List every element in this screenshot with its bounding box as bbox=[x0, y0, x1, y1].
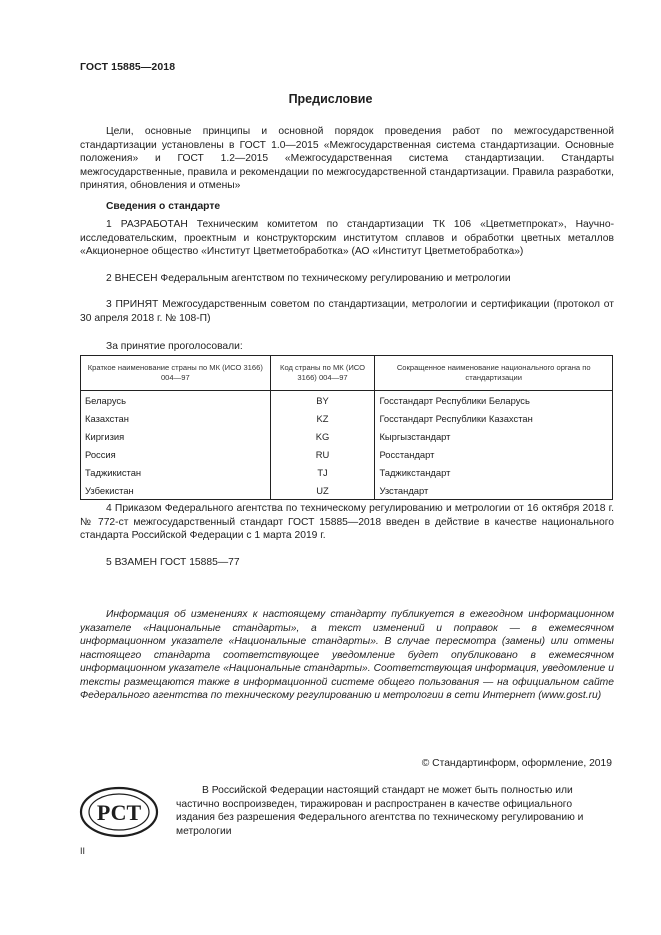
header-standards-body: Сокращенное наименование национального органа по стандартизации bbox=[375, 356, 613, 391]
cell-code: UZ bbox=[270, 481, 375, 500]
copyright-line: © Стандартинформ, оформление, 2019 bbox=[421, 758, 612, 769]
change-info-paragraph: Информация об изменениях к настоящему стандарту публикуется в ежегодном информационном указателе «Национальные стандарты», а текст изменений и поправок — в ежемесячном информационном указателе «Национальные стандарты». В случае пересмотра (замены) или отмены настоящего стандарта соответствующее уведомление будет опубликовано в ежемесячном информационном указателе «Национальные стандарты». Соответствующая информация, уведомление и тексты размещаются также в информационной системе общего пользования — на официальном сайте Федерального агентства по техническому регулированию и метрологии в сети Интернет (www.gost.ru) bbox=[80, 609, 614, 701]
cell-code: TJ bbox=[270, 463, 375, 481]
header-country-code: Код страны по МК (ИСО 3166) 004—97 bbox=[270, 356, 375, 391]
svg-text:РСТ: РСТ bbox=[96, 800, 142, 825]
vote-label: За принятие проголосовали: bbox=[106, 341, 243, 352]
legal-notice: В Российской Федерации настоящий стандарт не может быть полностью или частично воспроизведен, тиражирован и распространен в качестве официального издания без разрешения Федерального агентства по техническому регулированию и метрологии bbox=[176, 785, 584, 837]
cell-country: Беларусь bbox=[81, 391, 271, 410]
cell-country: Узбекистан bbox=[81, 481, 271, 500]
table-row bbox=[81, 481, 613, 500]
table-header-row bbox=[81, 356, 613, 391]
item-enacted: 4 Приказом Федерального агентства по техническому регулированию и метрологии от 16 октября 2018 г. № 772-ст межгосударственный стандарт ГОСТ 15885—2018 введен в действие в качестве национального стандарта Российской Федерации с 1 марта 2019 г. bbox=[80, 503, 614, 541]
table-row bbox=[81, 445, 613, 463]
voting-table bbox=[80, 355, 613, 500]
table-row bbox=[81, 409, 613, 427]
item-developed: 1 РАЗРАБОТАН Техническим комитетом по стандартизации ТК 106 «Цветметпрокат», Научно-исследовательским, проектным и конструкторским институтом сплавов и обработки цветных металлов «Акционерное общество «Институт Цветметобработка» (АО «Институт Цветметобработка») bbox=[80, 219, 614, 257]
cell-country: Киргизия bbox=[81, 427, 271, 445]
cell-code: BY bbox=[270, 391, 375, 410]
cell-body: Росстандарт bbox=[375, 445, 613, 463]
section-subtitle: Сведения о стандарте bbox=[106, 201, 221, 212]
cell-body: Кыргызстандарт bbox=[375, 427, 613, 445]
cell-body: Госстандарт Республики Беларусь bbox=[375, 391, 613, 410]
item-adopted: 3 ПРИНЯТ Межгосударственным советом по стандартизации, метрологии и сертификации (протокол от 30 апреля 2018 г. № 108-П) bbox=[80, 299, 614, 324]
header-country-name: Краткое наименование страны по МК (ИСО 3166) 004—97 bbox=[81, 356, 271, 391]
page-number: II bbox=[80, 846, 86, 856]
cell-body: Узстандарт bbox=[375, 481, 613, 500]
cell-body: Таджикстандарт bbox=[375, 463, 613, 481]
cell-country: Казахстан bbox=[81, 409, 271, 427]
intro-paragraph: Цели, основные принципы и основной порядок проведения работ по межгосударственной стандартизации установлены в ГОСТ 1.0—2015 «Межгосударственная система стандартизации. Основные положения» и ГОСТ 1.2—2015 «Межгосударственная система стандартизации. Стандарты межгосударственные, правила и рекомендации по межгосударственной стандартизации. Правила разработки, принятия, обновления и отмены» bbox=[80, 126, 614, 191]
cell-code: RU bbox=[270, 445, 375, 463]
cell-code: KG bbox=[270, 427, 375, 445]
item-replaces: 5 ВЗАМЕН ГОСТ 15885—77 bbox=[106, 557, 240, 568]
document-code: ГОСТ 15885—2018 bbox=[80, 61, 176, 73]
cell-country: Россия bbox=[81, 445, 271, 463]
page-title: Предисловие bbox=[288, 92, 373, 106]
cell-country: Таджикистан bbox=[81, 463, 271, 481]
table-row bbox=[81, 427, 613, 445]
rst-certification-mark-icon bbox=[79, 786, 159, 838]
table-row bbox=[81, 391, 613, 410]
table-row bbox=[81, 463, 613, 481]
item-introduced: 2 ВНЕСЕН Федеральным агентством по техническому регулированию и метрологии bbox=[106, 273, 511, 284]
cell-body: Госстандарт Республики Казахстан bbox=[375, 409, 613, 427]
cell-code: KZ bbox=[270, 409, 375, 427]
